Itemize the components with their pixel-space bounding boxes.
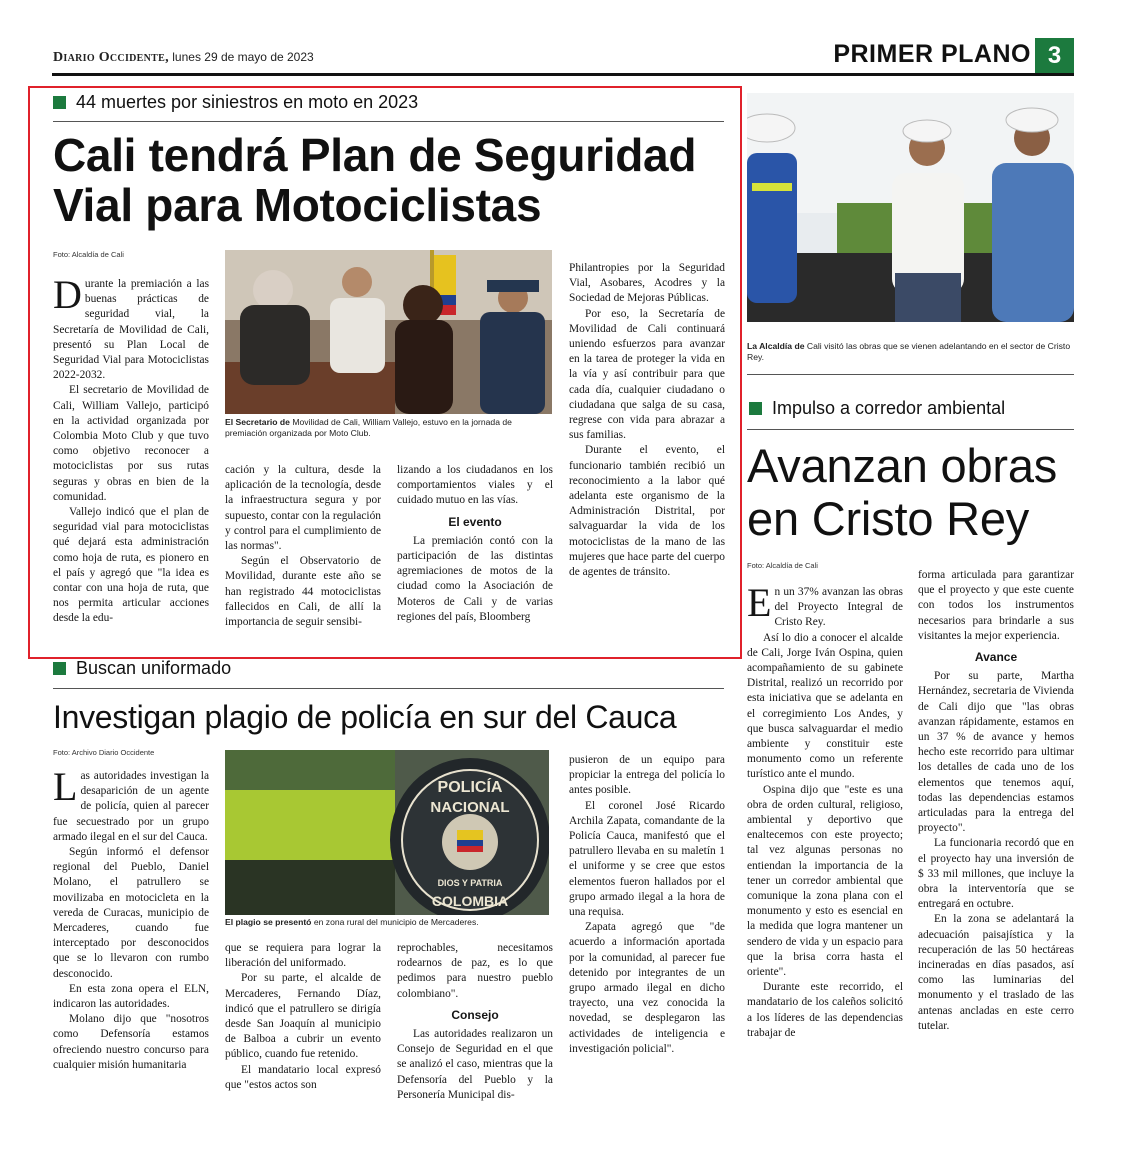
issue-date: lunes 29 de mayo de 2023 <box>172 50 314 64</box>
article2-column-1 <box>53 769 209 1131</box>
article2-kicker <box>53 658 231 679</box>
article2-column-3 <box>397 941 553 1131</box>
paragraph: que se requiera para lograr la liberación del uniformado. <box>225 942 381 970</box>
paragraph: cación y la cultura, desde la aplicación de la tecnología, desde la infraestructura segura y por supuesto, contar con la regulación y control para el cumplimiento de las normas". <box>225 464 381 553</box>
subhead: Consejo <box>451 1007 499 1022</box>
kicker-text: 44 muertes por siniestros en moto en 2023 <box>76 92 419 112</box>
paragraph: n un 37% avanzan las obras del Proyecto Integral de Cristo Rey. <box>774 586 903 629</box>
patch-text-bottom: COLOMBIA <box>431 893 509 909</box>
article3-column-1 <box>747 585 903 1130</box>
paragraph: pusieron de un equipo para propiciar la entrega del policía lo antes posible. <box>569 754 725 797</box>
caption-bold: La Alcaldía de <box>747 341 805 351</box>
paragraph: La funcionaria recordó que en el proyecto hay una inversión de $ 33 mil millones, que incluye la obra la interventoría que se entregará en octubre. <box>918 837 1074 911</box>
paragraph: Durante el evento, el funcionario también recibió un reconocimiento a la labor qué adelanta este organismo de la Administración Distrital, por salvaguardar la vida de los motociclistas de la mano de las mujeres que hace parte del cuerpo de agentes de tránsito. <box>569 444 725 579</box>
article3-headline: Avanzan obras en Cristo Rey <box>747 439 1058 545</box>
paragraph: Por su parte, el alcalde de Mercaderes, Fernando Díaz, indicó que el patrullero se dirigía desde San Joaquín al municipio de Balboa a cubrir un evento público, cuando fue retenido. <box>225 972 381 1061</box>
page-number: 3 <box>1035 38 1074 74</box>
kicker-rule <box>53 688 724 689</box>
caption-text: Movilidad de Cali, William Vallejo, estuvo en la jornada de premiación organizada por Moto Club. <box>225 417 512 438</box>
article3-caption <box>747 341 1073 363</box>
highlight-frame <box>28 86 742 659</box>
cristo-rey-visit-photo <box>747 93 1074 322</box>
caption-text: Cali visitó las obras que se vienen adelantando en el sector de Cristo Rey. <box>747 341 1071 362</box>
caption-bold: El Secretario de <box>225 417 290 427</box>
caption-rule <box>747 374 1074 375</box>
newspaper-name: Diario Occidente, <box>53 50 169 65</box>
article2-headline: Investigan plagio de policía en sur del Cauca <box>53 699 677 735</box>
paragraph: forma articulada para garantizar que el proyecto y que este cuente con todos los instrumentos necesarios para brindarle a sus visitantes la mejor experiencia. <box>918 569 1074 642</box>
section-title: PRIMER PLANO <box>833 40 1031 68</box>
patch-text-mid: NACIONAL <box>430 799 510 816</box>
paragraph: Así lo dio a conocer el alcalde de Cali, Jorge Iván Ospina, quien acompañamiento de su gabinete Distrital, realizó un recorrido por esta iniciativa que se adelanta en el corregimiento Los Andes, y que busca salvaguardar el medio ambiente y constituir este monumento como un referente turístico ante el mundo. <box>747 631 903 781</box>
paragraph: Zapata agregó que "de acuerdo a información aportada por la comunidad, al parecer fue detenido por integrantes de un grupo armado ilegal en dicho trayecto, una vez conocida la novedad, se desplegaron las actividades de inteligencia e investigación policial". <box>569 921 725 1055</box>
kicker-rule <box>747 429 1074 430</box>
paragraph: El coronel José Ricardo Archila Zapata, comandante de la Policía Cauca, manifestó que el patrullero llevaba en su maletín 1 el uniforme y se cree que estos elementos fueron hallados por el grupo armado ilegal a la hora de una requisa. <box>569 799 725 919</box>
patch-text-top: POLICÍA <box>437 779 503 796</box>
article3-column-2 <box>918 568 1074 1130</box>
paragraph: Durante este recorrido, el mandatario de los caleños solicitó a los líderes de las dependencias trabajar de <box>747 981 903 1039</box>
article2-column-4 <box>569 753 725 1131</box>
dropcap: E <box>747 585 772 625</box>
paragraph: La premiación contó con la participación de las distintas agremiaciones de motos de la ciudad como la Asociación de Moteros de Cali y de varias regiones del país, Bloomberg <box>397 534 553 623</box>
photo-credit: Foto: Archivo Diario Occidente <box>53 748 155 757</box>
paragraph: Vallejo indicó que el plan de seguridad vial para motociclistas qué dejará esta administración como hoja de ruta, es pionero en el país y agregó que "la idea es contar con una hoja de ruta, que nos permita articular acciones desde la edu- <box>53 506 209 625</box>
paragraph: Molano dijo que "nosotros como Defensoría estamos ofreciendo nuestro concurso para cualquier misión humanitaria <box>53 1013 209 1071</box>
photo-credit: Foto: Alcaldía de Cali <box>53 250 124 259</box>
paragraph: En la zona se adelantará la adecuación paisajística y la recuperación de las 50 hectáreas incineradas en días pasados, así como las luminarias del monumento y el traslado de las antenas ancladas en este cerro tutelar. <box>918 913 1074 1032</box>
paragraph: Por su parte, Martha Hernández, secretaria de Vivienda de Cali dijo que "las obras avanzan rápidamente, estamos en un 37 % de avance y hemos hecho este recorrido para ultimar los detalles de cada uno de los elementos que tenemos aquí, todas las dependencias estamos articuladas para la entrega del proyecto". <box>918 670 1074 835</box>
police-patch-photo <box>225 750 549 915</box>
patch-motto: DIOS Y PATRIA <box>437 878 503 888</box>
green-square-icon <box>53 662 66 675</box>
paragraph: reprochables, necesitamos rodearnos de paz, es lo que pedimos para nuestro pueblo colombiano". <box>397 942 553 1000</box>
paragraph: Según el Observatorio de Movilidad, durante este año se han registrado 44 motociclistas fallecidos en Cali, de allí la importancia de seguir sensibi- <box>225 555 381 629</box>
green-square-icon <box>749 402 762 415</box>
article1-headline: Cali tendrá Plan de Seguridad Vial para Motociclistas <box>53 129 697 231</box>
paragraph: En esta zona opera el ELN, indicaron las autoridades. <box>53 982 209 1011</box>
article2-caption <box>225 917 551 928</box>
subhead: Avance <box>974 650 1018 665</box>
subhead: El evento <box>448 514 502 529</box>
paragraph: Philantropies por la Seguridad Vial, Asobares, Acodres y la Sociedad de Mejoras Públicas. <box>569 262 725 305</box>
article2-column-2 <box>225 941 381 1131</box>
caption-bold: El plagio se presentó <box>225 917 312 927</box>
kicker-text: Impulso a corredor ambiental <box>772 398 1006 418</box>
paragraph: Por eso, la Secretaría de Movilidad de Cali continuará uniendo esfuerzos para avanzar en la tarea de proteger la vida en la vía y así contribuir para que cada día, cualquier ciudadano o ciudadana que salga de su casa, regrese con vida para abrazar a sus familias. <box>569 307 725 442</box>
dropcap: D <box>53 277 82 317</box>
paragraph: as autoridades investigan la desaparición de un agente de policía, quien al parecer fue secuestrado por un grupo armado ilegal en el sur del Cauca. <box>53 770 209 843</box>
header-rule <box>52 73 1074 76</box>
paragraph: urante la premiación a las buenas prácticas de seguridad vial, la Secretaría de Movilidad de Cali, presentó su Plan Local de Seguridad Vial para Motociclistas 2022-2032. <box>53 278 209 382</box>
paragraph: El secretario de Movilidad de Cali, William Vallejo, participó en la actividad organizada por Colombia Moto Club y que tuvo como objetivo reconocer a motociclistas por sus rutas seguras y obras en bien de la comunidad. <box>53 384 209 503</box>
paragraph: lizando a los ciudadanos en los comportamientos viales y el cuidado mutuo en las vías. <box>397 464 553 507</box>
paragraph: Las autoridades realizaron un Consejo de Seguridad en el que se analizó el caso, mientras que la Defensoría del Pueblo y la Personería Municipal dis- <box>397 1028 553 1101</box>
article3-kicker <box>749 398 1005 419</box>
paragraph: Ospina dijo que "este es una obra de orden cultural, religioso, ambiental y deportivo que enaltecemos con este proyecto; tal vez algunas personas no entiendan la importancia de la tener un corredor ambiental que comunique la zona plana con el monumento y esto es esencial en la medida que logra mantener un sendero de vida y un espacio para que la brisa corra hasta el oriente". <box>747 783 903 979</box>
photo-credit: Foto: Alcaldía de Cali <box>747 561 818 570</box>
kicker-text: Buscan uniformado <box>76 658 232 678</box>
paragraph: El mandatario local expresó que "estos actos son <box>225 1063 381 1091</box>
caption-text: en zona rural del municipio de Mercaderes. <box>313 917 479 927</box>
paragraph: Según informó el defensor regional del Pueblo, Daniel Molano, el patrullero se movilizaba en motocicleta en la vereda de Curacas, municipio de Mercaderes, cuando fue interceptado por desconocidos que se lo llevaron con rumbo desconocido. <box>53 846 209 980</box>
masthead <box>53 50 314 66</box>
dropcap: L <box>53 769 78 809</box>
